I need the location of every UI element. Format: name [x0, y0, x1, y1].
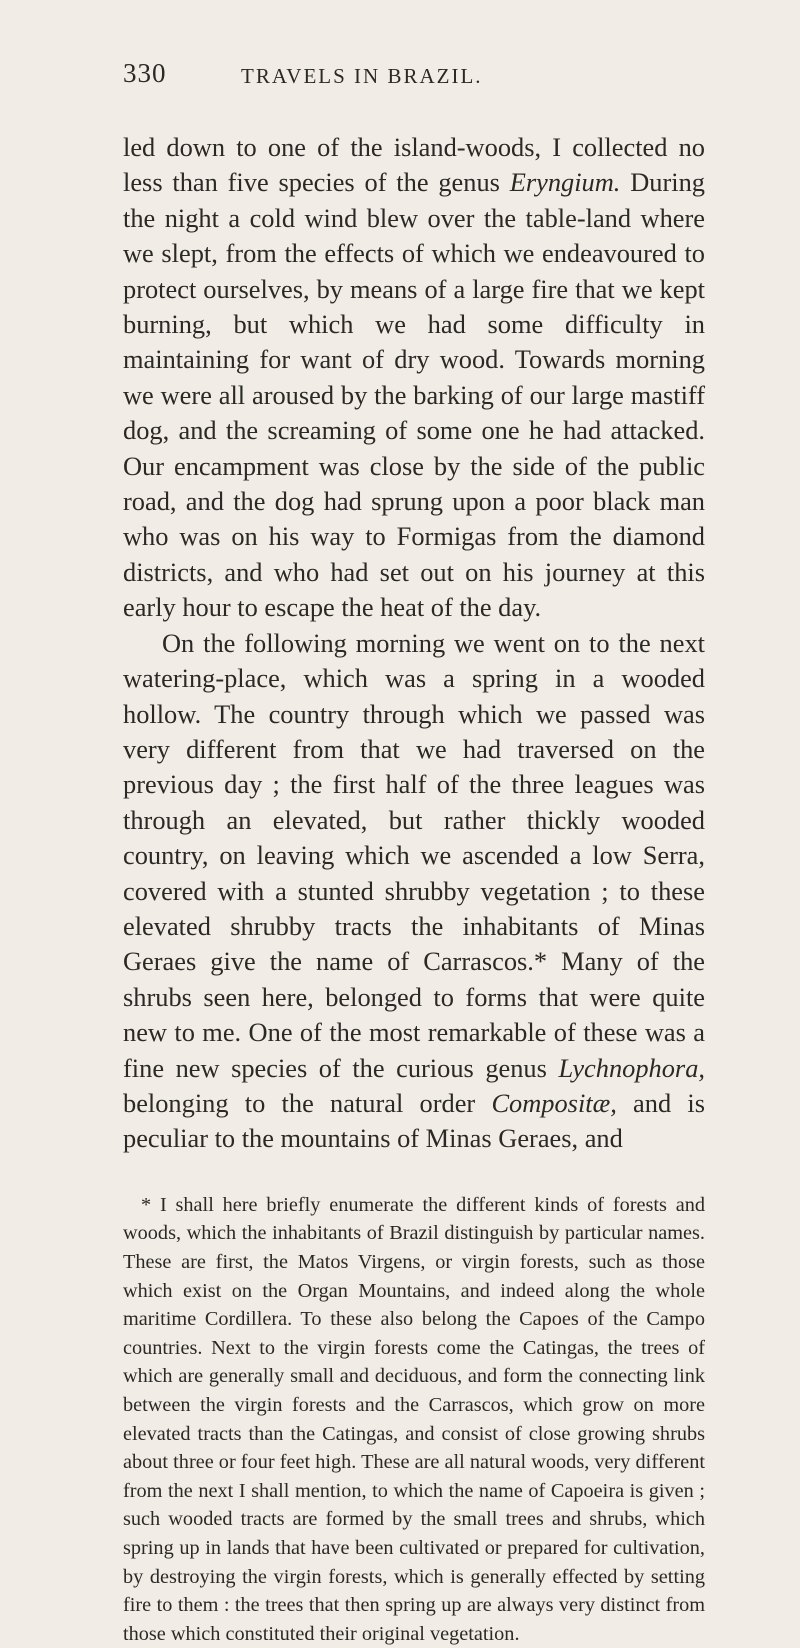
paragraph-1-text-b: During the night a cold wind blew over the table-land where we slept, from the effects of which we endeavoured to protect ourselves, by means of a large fire that we kept burning, but which we had some difficulty in maintaining for want of dry wood. Towards morning we were all aroused by the barking of our large mastiff dog, and the screaming of some one he had attacked. Our encampment was close by the side of the public road, and the dog had sprung upon a poor black man who was on his way to Formigas from the diamond districts, and who had set out on his journey at this early hour to escape the heat of the day.: [123, 167, 705, 623]
running-head: [123, 58, 705, 118]
book-page: [0, 58, 800, 1645]
paragraph-1-text-a: led down to one of the island-woods, I collected no less than five species of the genus: [123, 132, 705, 198]
footnotes: [123, 1191, 705, 1648]
paragraph-2-text-c: and is peculiar to the mountains of Minas Geraes, and: [123, 1087, 705, 1154]
order-compositae: Compositæ,: [491, 1087, 617, 1118]
footnote-forest-kinds: * I shall here briefly enumerate the different kinds of forests and woods, which the inhabitants of Brazil distinguish by particular names. These are first, the Matos Virgens, or virgin forests, such as those which exist on the Organ Mountains, and indeed along the whole maritime Cordillera. To these also belong the Capoes of the Campo countries. Next to the virgin forests come the Catingas, the trees of which are generally small and deciduous, and form the connecting link between the virgin forests and the Carrascos, which grow on more elevated tracts than the Catingas, and consist of close growing shrubs about three or four feet high. These are all natural woods, very different from the next I shall mention, to which the name of Capoeira is given ; such wooded tracts are formed by the small trees and shrubs, which spring up in lands that have been cultivated or prepared for cultivation, by destroying the virgin forests, which is generally effected by setting fire to them : the trees that then spring up are always very distinct from those which constituted their original vegetation.: [123, 1193, 705, 1645]
paragraph-2-text-a: On the following morning we went on to the next watering-place, which was a spring in a wooded hollow. The country through which we passed was very different from that we had traversed on the previous day ; the first half of the three leagues was through an elevated, but rather thickly wooded country, on leaving which we ascended a low Serra, covered with a stunted shrubby vegetation ; to these elevated shrubby tracts the inhabitants of Minas Geraes give the name of Carrascos.* Many of the shrubs seen here, belonged to forms that were quite new to me. One of the most remarkable of these was a fine new species of the curious genus: [123, 627, 705, 1083]
paragraph-2-text-b: belonging to the natural order: [123, 1087, 492, 1118]
page-number: 330: [123, 58, 167, 88]
paragraph-2: [123, 626, 705, 1157]
paragraph-1: [123, 130, 705, 626]
genus-lychnophora: Lychnophora,: [558, 1052, 705, 1083]
genus-eryngium: Eryngium.: [509, 167, 621, 198]
running-title: TRAVELS IN BRAZIL.: [241, 64, 483, 88]
main-text: [123, 130, 705, 1157]
